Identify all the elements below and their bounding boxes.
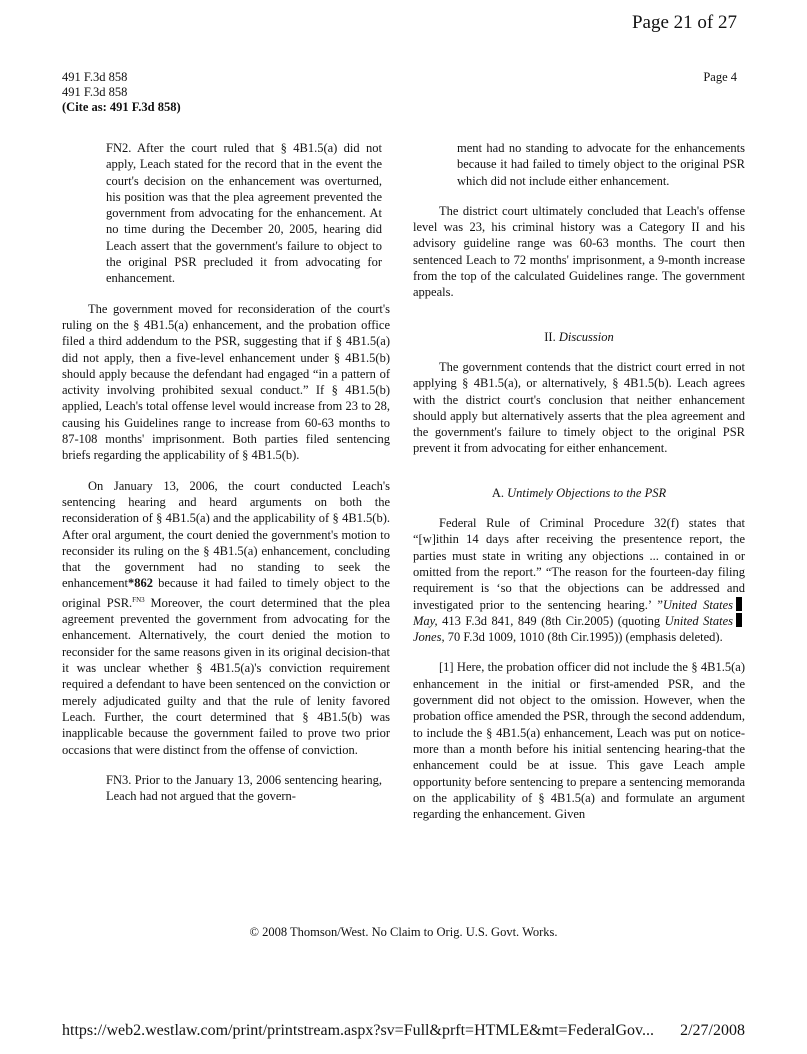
star-page-marker: *862 [127,576,153,591]
cite-as: (Cite as: 491 F.3d 858) [62,100,181,114]
case-link-marker[interactable] [736,597,742,611]
page-counter: Page 21 of 27 [631,12,737,33]
paragraph: [1] Here, the probation officer did not include the § 4B1.5(a) enhancement in the initial or first-amended PSR, and the government did not object to the omission. However, when the probation office amended the PSR, through the second addendum, to include the § 4B1.5(a) enhancement, Leach was put on notice-more than a month before his initial sentencing hearing-that the enhancement could be at issue. This gave Leach ample opportunity before sentencing to prepare a sentencing memoranda on the applicability of § 4B1.5(a) and formulate an argument regarding the enhancement. Given [413,660,745,822]
paragraph: The government contends that the district court erred in not applying § 4B1.5(a), or alternatively, § 4B1.5(b). Leach agrees with the district court's conclusion that neither enhancement should apply but alternatively asserts that the plea agreement and the government's failure to timely object to the original PSR prevent it from advocating for either enhancement. [413,359,745,456]
citation-block [62,70,181,115]
footnote-fn3-continued: ment had no standing to advocate for the enhancements because it had failed to timely object to the original PSR which did not include either enhancement. [457,141,745,188]
paragraph: Federal Rule of Criminal Procedure 32(f) states that “[w]ithin 14 days after receiving the presentence report, the parties must state in writing any objections ... contained in or omitted from the report.” “The reason for the fourteen-day filing requirement is ‘so that the objections can be addressed and investigated prior to the sentencing hearing.’ ”United StatesMay, 413 F.3d 841, 849 (8th Cir.2005) (quoting United StatesJones, 70 F.3d 1009, 1010 (8th Cir.1995)) (emphasis deleted). [413,516,745,645]
footnote-ref[interactable]: FN3 [132,595,145,604]
paragraph: The government moved for reconsideration of the court's ruling on the § 4B1.5(a) enhancement, and the probation office filed a third addendum to the PSR, suggesting that if § 4B1.5(a) did not apply, then a five-level enhancement under § 4B1.5(b) should apply because the defendant had engaged “in a pattern of activity involving prohibited sexual conduct.” If § 4B1.5(b) applied, Leach's total offense level would increase from 23 to 28, causing his Guidelines range to increase from 60-63 months to 87-108 months' imprisonment. Both parties filed sentencing briefs regarding the applicability of § 4B1.5(b). [62,301,390,463]
citation-line: 491 F.3d 858 [62,70,128,84]
case-link-marker[interactable] [736,613,742,627]
footnote-fn2: FN2. After the court ruled that § 4B1.5(a) did not apply, Leach stated for the record that in the event the court's decision on the enhancement was overturned, his position was that the plea agreement prevented the government from advocating for the enhancement. At no time during the December 20, 2005, hearing did Leach assert that the government's failure to object to the original PSR precluded it from advocating for enhancement. [106,141,382,286]
paragraph: On January 13, 2006, the court conducted Leach's sentencing hearing and heard arguments on both the reconsideration of § 4B1.5(a) and the applicability of § 4B1.5(b). After oral argument, the court denied the government's motion to reconsider its ruling on the § 4B1.5(a) enhancement, concluding that the government had no standing to seek the enhancement*862 because it had failed to timely object to the original PSR.$^{FN3}$ Moreover, the court determined that the plea agreement prevented the government from advocating for the enhancement. Alternatively, the court denied the motion to reconsider for the same reasons given in its original decision-that it was unclear whether § 4B1.5(a)'s conviction requirement required a defendant to have been sentenced on the conviction or merely adjudicated guilty and that the rule of lenity favored Leach. Further, the court determined that § 4B1.5(b) was inapplicable because the government failed to prove two prior occasions that were distinct from the offense of conviction. [62,478,390,757]
section-heading-discussion: II. Discussion [544,329,614,344]
print-date: 2/27/2008 [680,1022,745,1039]
copyright-footer: © 2008 Thomson/West. No Claim to Orig. U.S. Govt. Works. [249,925,558,939]
right-column [413,140,745,836]
left-column [62,140,390,818]
print-url: https://web2.westlaw.com/print/printstream.aspx?sv=Full&prft=HTMLE&mt=FederalGov... [62,1022,655,1039]
paragraph: The district court ultimately concluded that Leach's offense level was 23, his criminal history was a Category II and his advisory guideline range was 60-63 months. The court then sentenced Leach to 72 months' imprisonment, a 9-month increase from the top of the calculated Guidelines range. The government appeals. [413,203,745,300]
footnote-fn3: FN3. Prior to the January 13, 2006 sentencing hearing, Leach had not argued that the govern- [106,772,382,804]
section-heading-untimely-objections: A. Untimely Objections to the PSR [491,485,667,500]
citation-line: 491 F.3d 858 [62,85,128,99]
page-reference: Page 4 [703,70,737,84]
